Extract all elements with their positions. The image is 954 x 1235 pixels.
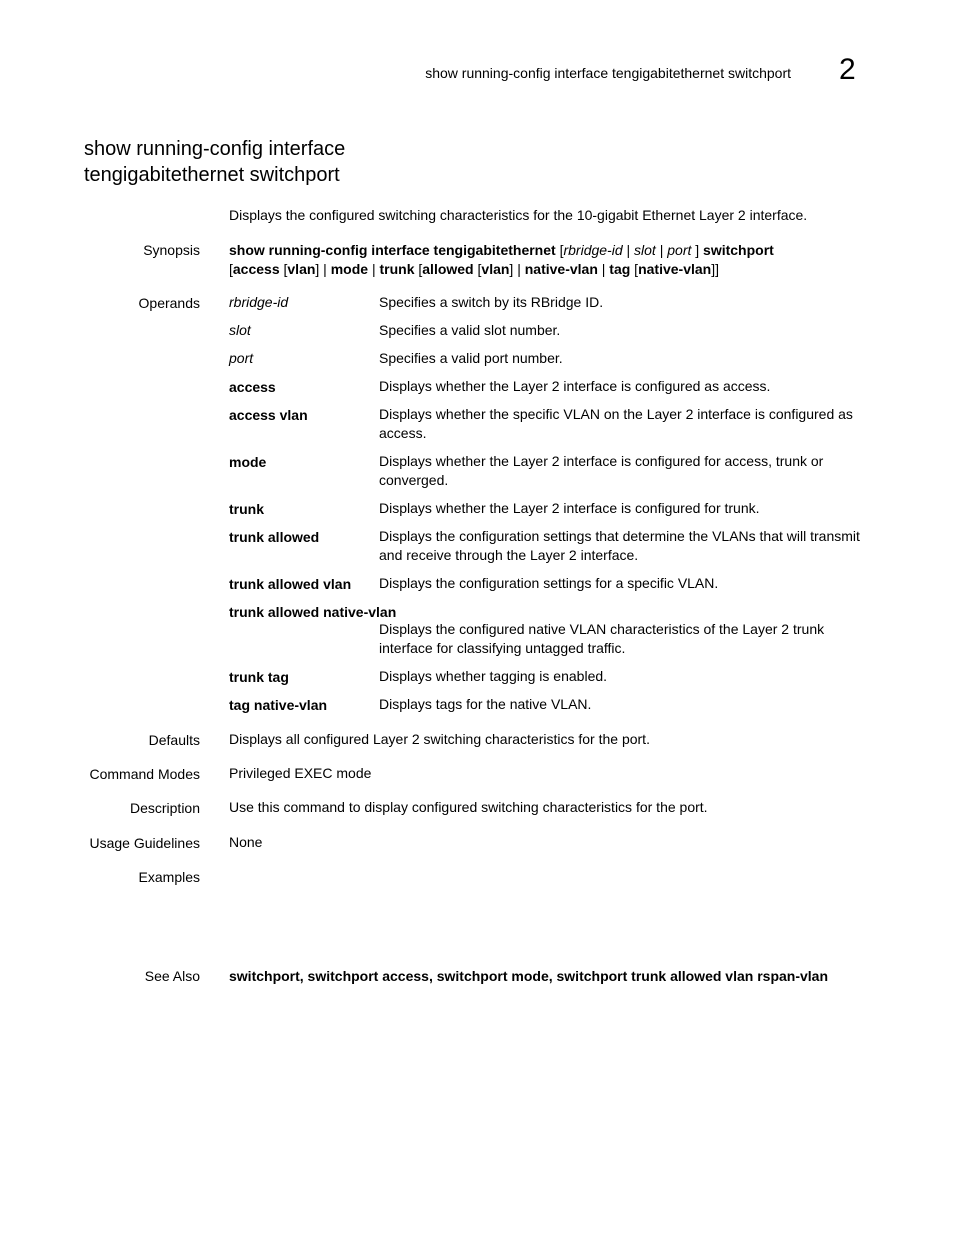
synopsis-token: | (597, 261, 610, 277)
synopsis-token: ] (691, 242, 704, 258)
operand-term: trunk (229, 501, 264, 517)
synopsis-token: [ (414, 261, 423, 277)
operands-label: Operands (138, 295, 200, 311)
synopsis-token: rbridge-id (563, 242, 623, 258)
operand-term: access (229, 379, 276, 395)
synopsis-token: | (622, 242, 635, 258)
operand-term: tag native-vlan (229, 697, 328, 713)
synopsis-token: native-vlan (638, 261, 712, 277)
operand-term: trunk tag (229, 669, 289, 685)
synopsis-token: [ (473, 261, 482, 277)
synopsis-token: | (655, 242, 668, 258)
operand-term: trunk allowed (229, 529, 320, 545)
operand-description: Displays whether tagging is enabled. (379, 668, 608, 684)
operand-description: Displays the configured native VLAN characteristics of the Layer 2 trunk interface for classifying untagged traffic. (379, 621, 825, 656)
synopsis-token: tag (609, 261, 631, 277)
operand-description: Specifies a valid port number. (379, 350, 563, 366)
synopsis-token: allowed (422, 261, 474, 277)
operand-description: Displays whether the specific VLAN on the Layer 2 interface is configured as access. (379, 406, 853, 441)
synopsis-token: ]] (711, 261, 719, 277)
operand-description: Displays tags for the native VLAN. (379, 696, 592, 712)
synopsis-token: port (667, 242, 692, 258)
synopsis-token: [ (630, 261, 639, 277)
synopsis-token: show running-config interface tengigabitethernet (229, 242, 556, 258)
synopsis-token: access (232, 261, 280, 277)
description-text: Use this command to display configured switching characteristics for the port. (229, 799, 708, 815)
synopsis-label: Synopsis (143, 242, 200, 258)
running-header: show running-config interface tengigabitethernet switchport (425, 65, 791, 81)
usage-guidelines-label: Usage Guidelines (89, 835, 200, 851)
defaults-text: Displays all configured Layer 2 switching characteristics for the port. (229, 731, 650, 747)
operand-term: trunk allowed native-vlan (229, 604, 397, 620)
synopsis-token: slot (634, 242, 656, 258)
synopsis-token: vlan (481, 261, 510, 277)
command-modes-text: Privileged EXEC mode (229, 765, 372, 781)
operand-term: access vlan (229, 407, 308, 423)
synopsis-token: mode (330, 261, 369, 277)
operand-term: rbridge-id (229, 294, 289, 310)
operand-description: Specifies a valid slot number. (379, 322, 561, 338)
synopsis-token: trunk (379, 261, 415, 277)
see-also-label: See Also (144, 968, 200, 984)
see-also-links[interactable]: switchport, switchport access, switchport mode, switchport trunk allowed vlan rspan-vlan (229, 968, 829, 984)
synopsis-token: switchport (703, 242, 774, 258)
operand-description: Specifies a switch by its RBridge ID. (379, 294, 604, 310)
synopsis-token: native-vlan (524, 261, 598, 277)
synopsis-token: vlan (287, 261, 316, 277)
page-title-line-1: show running-config interface (84, 138, 346, 160)
synopsis-line-2 (229, 260, 774, 279)
operand-term: mode (229, 454, 267, 470)
intro-text: Displays the configured switching characteristics for the 10-gigabit Ethernet Layer 2 interface. (229, 207, 808, 223)
page-title-line-2: tengigabitethernet switchport (84, 164, 340, 186)
operand-term: slot (229, 322, 251, 338)
page-title (84, 136, 345, 188)
operand-term: port (229, 350, 254, 366)
chapter-number: 2 (839, 53, 856, 86)
synopsis-line-1 (229, 241, 774, 260)
description-label: Description (129, 800, 200, 816)
examples-label: Examples (138, 869, 200, 885)
synopsis-token: ] | (509, 261, 525, 277)
synopsis-token: [ (229, 261, 233, 277)
operand-description: Displays the configuration settings for a specific VLAN. (379, 575, 719, 591)
operand-description: Displays the configuration settings that determine the VLANs that will transmit and receive through the Layer 2 interface. (379, 528, 860, 563)
synopsis-token: [ (555, 242, 564, 258)
synopsis-token: ] | (315, 261, 331, 277)
synopsis (229, 241, 774, 279)
operand-term: trunk allowed vlan (229, 576, 352, 592)
operand-description: Displays whether the Layer 2 interface is configured for access, trunk or converged. (379, 453, 824, 488)
operand-description: Displays whether the Layer 2 interface is configured for trunk. (379, 500, 760, 516)
command-modes-label: Command Modes (89, 766, 200, 782)
synopsis-token: | (368, 261, 380, 277)
usage-guidelines-text: None (229, 834, 263, 850)
synopsis-token: [ (279, 261, 288, 277)
operand-description: Displays whether the Layer 2 interface is configured as access. (379, 378, 771, 394)
defaults-label: Defaults (148, 732, 200, 748)
